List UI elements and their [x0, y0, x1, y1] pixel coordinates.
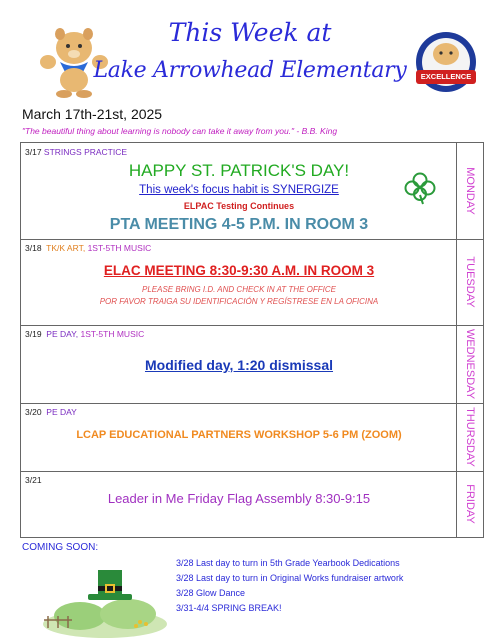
mascot-excellence-badge-image: [410, 26, 482, 98]
day-label-friday: FRIDAY: [464, 484, 476, 524]
bring-id-note-spanish: POR FAVOR TRAIGA SU IDENTIFICACIÓN Y REGÍSTRESE EN LA OFICINA: [99, 297, 379, 306]
elac-meeting-text: ELAC MEETING 8:30-9:30 A.M. IN ROOM 3: [103, 263, 375, 278]
coming-soon-list: [176, 556, 403, 616]
list-item: 3/28 Glow Dance: [176, 588, 246, 598]
day-label-wednesday: WEDNESDAY: [464, 328, 476, 400]
day-label-monday: MONDAY: [464, 167, 476, 215]
row-tag: 3/17 STRINGS PRACTICE: [25, 147, 128, 157]
week-dates: March 17th-21st, 2025: [22, 106, 163, 122]
schedule-row-wednesday: [21, 325, 483, 404]
flag-assembly-text: Leader in Me Friday Flag Assembly 8:30-9:15: [107, 491, 371, 506]
schedule-row-friday: [21, 471, 483, 537]
row-tag: 3/18 TK/K ART, 1ST-5TH MUSIC: [25, 243, 152, 253]
coming-soon-label: COMING SOON:: [22, 542, 99, 553]
excellence-badge-text: EXCELLENCE: [420, 72, 472, 81]
day-label-cell: [456, 143, 483, 239]
weekly-quote: "The beautiful thing about learning is nobody can take it away from you." - B.B. King: [22, 126, 338, 136]
lcap-workshop-text: LCAP EDUCATIONAL PARTNERS WORKSHOP 5-6 PM (ZOOM): [76, 429, 402, 441]
elpac-testing-text: ELPAC Testing Continues: [183, 201, 295, 211]
pta-meeting-text: PTA MEETING 4-5 P.M. IN ROOM 3: [109, 216, 369, 233]
row-tag: 3/19 PE DAY, 1ST-5TH MUSIC: [25, 329, 145, 339]
weekly-schedule-table: [20, 142, 484, 538]
bring-id-note: PLEASE BRING I.D. AND CHECK IN AT THE OFFICE: [142, 285, 336, 294]
day-label-thursday: THURSDAY: [464, 407, 476, 467]
leprechaun-hat-illustration: [40, 556, 170, 638]
day-label-tuesday: TUESDAY: [464, 256, 476, 308]
day-label-cell: [456, 325, 483, 403]
row-tag: 3/20 PE DAY: [25, 407, 77, 417]
list-item: 3/31-4/4 SPRING BREAK!: [176, 603, 282, 613]
shamrock-icon: [403, 171, 437, 205]
modified-day-text: Modified day, 1:20 dismissal: [144, 357, 334, 373]
schedule-row-monday: [21, 143, 483, 240]
schedule-row-tuesday: [21, 239, 483, 326]
list-item: 3/28 Last day to turn in 5th Grade Yearbook Dedications: [176, 558, 400, 568]
day-label-cell: [456, 239, 483, 325]
schedule-row-thursday: [21, 403, 483, 472]
day-label-cell: [456, 471, 483, 537]
list-item: 3/28 Last day to turn in Original Works fundraiser artwork: [176, 573, 404, 583]
st-patricks-heading: HAPPY ST. PATRICK'S DAY!: [128, 161, 350, 180]
day-label-cell: [456, 403, 483, 471]
row-tag: 3/21: [25, 475, 42, 485]
page-title-line2: Lake Arrowhead Elementary: [93, 58, 407, 83]
focus-habit-text: This week's focus habit is SYNERGIZE: [139, 184, 339, 196]
page-title-line1: This Week at: [168, 18, 332, 47]
